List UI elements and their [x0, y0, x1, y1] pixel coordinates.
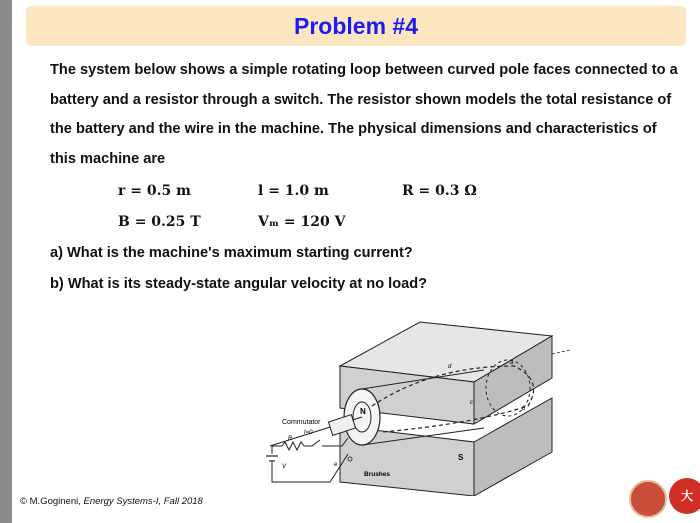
copyright-prefix: © M.Gogineni,	[20, 496, 84, 507]
label-north: N	[360, 407, 366, 416]
label-b: b	[522, 406, 526, 412]
label-t0: t=0	[304, 430, 313, 436]
label-eind: e	[334, 462, 338, 468]
university-logo: 大	[669, 478, 700, 514]
label-battery: V	[282, 464, 287, 470]
label-resistor: R	[288, 436, 293, 442]
label-brushes: Brushes	[364, 471, 391, 478]
copyright-course: Energy Systems-I, Fall 2018	[83, 496, 203, 507]
copyright-footer	[20, 496, 203, 507]
question-b: b) What is its steady-state angular velocity at no load?	[50, 276, 428, 292]
machine-diagram	[252, 306, 572, 496]
label-a: a	[510, 360, 514, 366]
label-c: c	[470, 400, 473, 406]
label-d: d	[448, 364, 452, 370]
param-battery-voltage: Vₘ = 120 V	[258, 214, 346, 230]
problem-text: The system below shows a simple rotating loop between curved pole faces connected to a battery and a resistor through a switch. The resistor shown models the total resistance of the battery and the wire in the machine. The physical dimensions and characteristics of this machine are	[50, 62, 678, 167]
question-a: a) What is the machine's maximum starting current?	[50, 245, 413, 261]
university-seal-logo	[629, 480, 667, 518]
param-length: l = 1.0 m	[258, 183, 329, 199]
param-radius: r = 0.5 m	[118, 183, 191, 199]
label-south: S	[458, 453, 464, 462]
param-flux-density: B = 0.25 T	[118, 214, 201, 230]
param-resistance: R = 0.3 Ω	[402, 183, 477, 199]
resistor	[282, 442, 304, 450]
page-title: Problem #4	[294, 12, 418, 39]
label-commutator: Commutator	[282, 419, 321, 426]
slide	[12, 0, 700, 523]
